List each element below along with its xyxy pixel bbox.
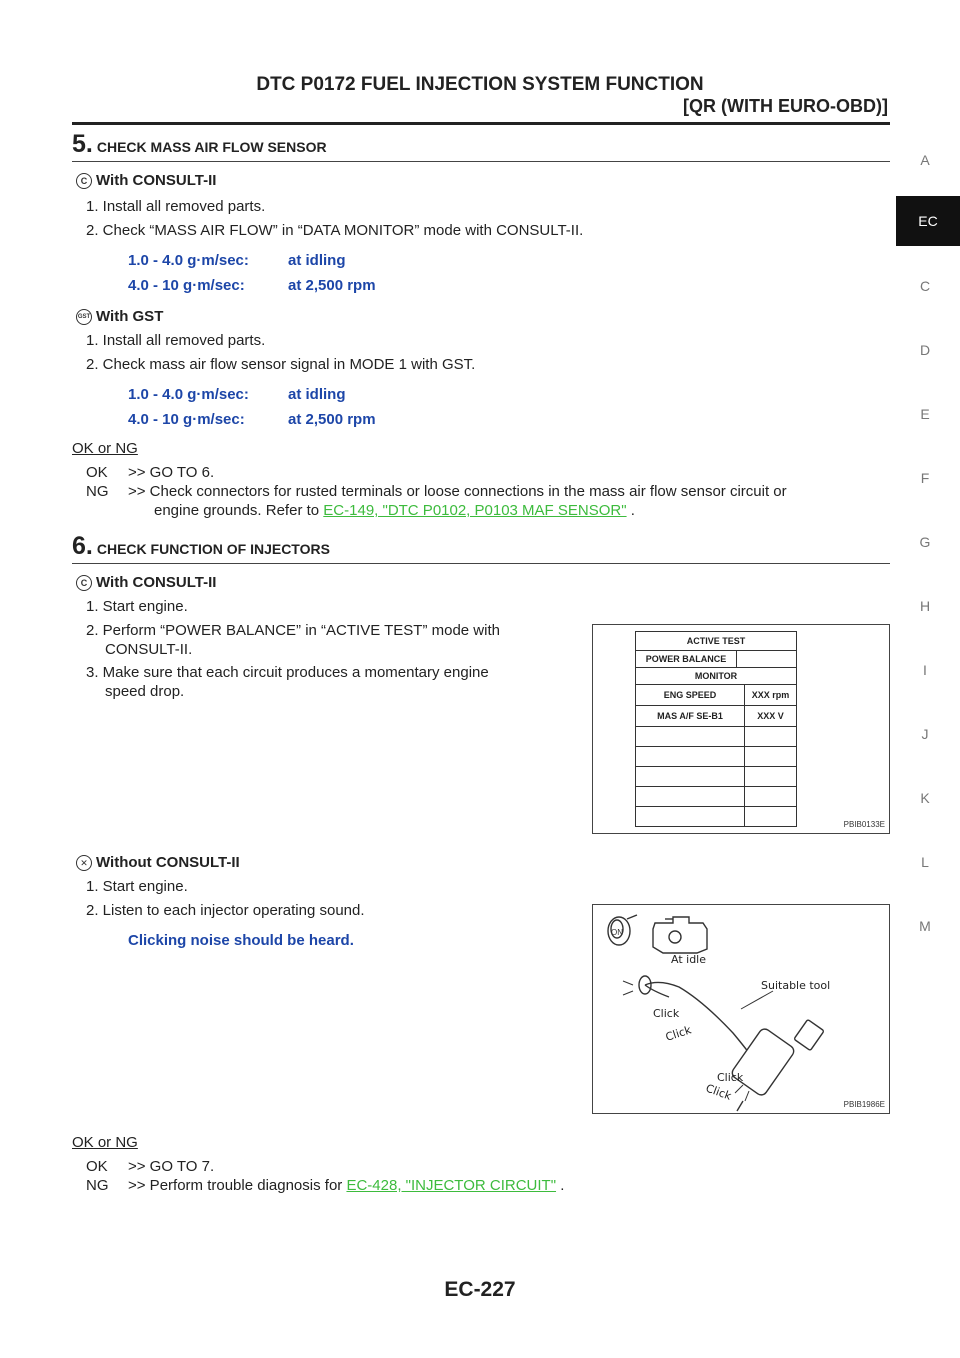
spec-value: 4.0 - 10 g·m/sec: <box>128 411 245 428</box>
svg-text:Click: Click <box>663 1023 693 1044</box>
section-tab-j[interactable]: J <box>921 726 929 742</box>
header-rule <box>72 122 890 125</box>
step-6-without-heading: ✕ Without CONSULT-II <box>76 854 240 871</box>
spec-condition: at 2,500 rpm <box>288 411 376 428</box>
active-test-title: ACTIVE TEST <box>635 631 797 651</box>
step-6-without-item-2: 2. Listen to each injector operating sound. <box>86 902 365 919</box>
step-5-gst-heading: GST With GST <box>77 308 164 325</box>
mas-af-label: MAS A/F SE-B1 <box>635 705 745 727</box>
empty-row <box>744 786 797 807</box>
step-6-ok-tag: OK <box>86 1158 108 1175</box>
engine-icon <box>653 917 707 953</box>
step-6-rule <box>72 563 890 564</box>
svg-text:Suitable tool: Suitable tool <box>761 979 831 992</box>
step-5-header <box>72 130 890 162</box>
section-tab-a[interactable]: A <box>920 152 930 168</box>
page-number: EC-227 <box>444 1278 516 1301</box>
step-6-without-item-1: 1. Start engine. <box>86 878 188 895</box>
spec-value: 4.0 - 10 g·m/sec: <box>128 277 245 294</box>
step-6-ok-ng-label: OK or NG <box>72 1134 138 1151</box>
svg-text:At idle: At idle <box>671 953 707 966</box>
step-6-ng-line: >> Perform trouble diagnosis for EC-428, "INJECTOR CIRCUIT" . <box>128 1177 565 1194</box>
step-6-consult-item-3: 3. Make sure that each circuit produces a momentary engine <box>86 664 489 681</box>
step-5-ng-text: >> Check connectors for rusted terminals or loose connections in the mass air flow sensor circuit or <box>128 483 787 500</box>
section-tab-e[interactable]: E <box>920 406 930 422</box>
spec-value: 1.0 - 4.0 g·m/sec: <box>128 386 249 403</box>
monitor-label: MONITOR <box>635 667 797 685</box>
svg-text:ON: ON <box>611 928 623 937</box>
injector-circuit-link[interactable]: EC-428, "INJECTOR CIRCUIT" <box>346 1177 557 1194</box>
consult-icon: C <box>76 173 92 189</box>
empty-row <box>635 746 745 767</box>
step-5-ng-line2: engine grounds. Refer to EC-149, "DTC P0102, P0103 MAF SENSOR" . <box>154 502 635 519</box>
spec-condition: at 2,500 rpm <box>288 277 376 294</box>
empty-row <box>744 766 797 787</box>
step-5-number: 5. <box>72 130 93 158</box>
section-tab-d[interactable]: D <box>919 342 931 358</box>
section-tab-k[interactable]: K <box>920 790 930 806</box>
svg-text:Click: Click <box>703 1081 734 1103</box>
empty-row <box>744 726 797 747</box>
step-5-rule <box>72 161 890 162</box>
step-6-header <box>72 532 890 564</box>
section-tab-l[interactable]: L <box>921 854 929 870</box>
spec-condition: at idling <box>288 386 346 403</box>
step-6-consult-item-2: 2. Perform “POWER BALANCE” in “ACTIVE TEST” mode with <box>86 622 500 639</box>
spec-value: 1.0 - 4.0 g·m/sec: <box>128 252 249 269</box>
step-6-consult-heading: C With CONSULT-II <box>76 574 216 591</box>
empty-row <box>744 746 797 767</box>
step-5-gst-item-1: 1. Install all removed parts. <box>86 332 266 349</box>
section-tab-g[interactable]: G <box>919 534 931 550</box>
figure-id: PBIB0133E <box>843 820 885 829</box>
consult-icon: C <box>76 575 92 591</box>
maf-sensor-link[interactable]: EC-149, "DTC P0102, P0103 MAF SENSOR" <box>323 502 627 519</box>
spec-condition: at idling <box>288 252 346 269</box>
mas-af-value: XXX V <box>744 705 797 727</box>
step-5-ok-tag: OK <box>86 464 108 481</box>
step-5-ok-ng-label: OK or NG <box>72 440 138 457</box>
step-5-ok-text: >> GO TO 6. <box>128 464 215 481</box>
step-6-number: 6. <box>72 532 93 560</box>
empty-row <box>744 806 797 827</box>
active-test-figure <box>592 624 890 834</box>
blank-cell <box>736 650 797 668</box>
section-tab-h[interactable]: H <box>919 598 931 614</box>
step-5-title: CHECK MASS AIR FLOW SENSOR <box>96 139 327 155</box>
step-6-consult-item-3b: speed drop. <box>105 683 185 700</box>
section-tab-m[interactable]: M <box>919 918 931 934</box>
step-5-ng-tag: NG <box>86 483 109 500</box>
injector-illustration <box>593 905 889 1113</box>
eng-speed-label: ENG SPEED <box>635 684 745 706</box>
injector-icon <box>730 1019 824 1111</box>
figure-id: PBIB1986E <box>843 1100 885 1109</box>
svg-text:Click: Click <box>717 1071 744 1084</box>
power-balance-label: POWER BALANCE <box>635 650 737 668</box>
step-6-ok-text: >> GO TO 7. <box>128 1158 215 1175</box>
step-5-consult-item-1: 1. Install all removed parts. <box>86 198 266 215</box>
gst-icon: GST <box>76 309 92 325</box>
step-5-consult-heading: C With CONSULT-II <box>76 172 216 189</box>
section-tab-i[interactable]: I <box>923 662 927 678</box>
step-6-ng-tag: NG <box>86 1177 109 1194</box>
no-tool-icon: ✕ <box>76 855 92 871</box>
step-6-consult-item-1: 1. Start engine. <box>86 598 188 615</box>
eng-speed-value: XXX rpm <box>744 684 797 706</box>
page-subtitle: [QR (WITH EURO-OBD)] <box>683 96 888 116</box>
step-6-title: CHECK FUNCTION OF INJECTORS <box>96 541 330 557</box>
svg-text:Click: Click <box>653 1007 680 1020</box>
empty-row <box>635 766 745 787</box>
section-tab-f[interactable]: F <box>920 470 930 486</box>
clicking-noise-spec: Clicking noise should be heard. <box>128 932 354 949</box>
section-tab-ec-active[interactable]: EC <box>896 196 960 246</box>
injector-sound-figure <box>592 904 890 1114</box>
empty-row <box>635 786 745 807</box>
step-6-consult-item-2b: CONSULT-II. <box>105 641 193 658</box>
section-index-sidebar <box>890 140 960 940</box>
step-5-consult-item-2: 2. Check “MASS AIR FLOW” in “DATA MONITOR” mode with CONSULT-II. <box>86 222 584 239</box>
empty-row <box>635 726 745 747</box>
page-title: DTC P0172 FUEL INJECTION SYSTEM FUNCTION <box>256 74 704 95</box>
section-tab-c[interactable]: C <box>919 278 931 294</box>
step-5-gst-item-2: 2. Check mass air flow sensor signal in MODE 1 with GST. <box>86 356 476 373</box>
empty-row <box>635 806 745 827</box>
